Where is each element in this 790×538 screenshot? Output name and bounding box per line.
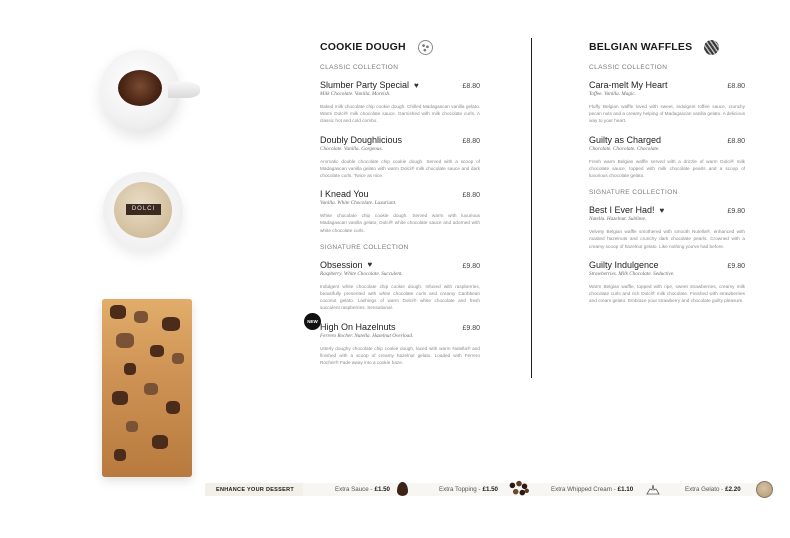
menu-item bbox=[589, 260, 745, 305]
item-tagline: Toffee. Vanilla. Magic. bbox=[589, 91, 636, 97]
item-price: £8.80 bbox=[462, 137, 480, 145]
sauce-drop-icon bbox=[397, 482, 408, 496]
item-description: Warm Belgian waffle, topped with ripe, sweet strawberries, creamy milk chocolate curls and rich Dolci® milk chocolate. Finished with strawberries and cream gelato. Embrace your strawberry and chocolate guilty pleasure. bbox=[589, 283, 745, 304]
item-price: £8.80 bbox=[727, 83, 745, 90]
item-description: Velvety Belgian waffle smothered with smooth Nutella®, enhanced with roasted hazelnuts and crunchy dark chocolate pearls. Crowned with a creamy scoop of hazelnut gelato. Like nothing you've had before. bbox=[589, 229, 745, 249]
new-badge: NEW bbox=[304, 313, 321, 330]
topping-icon bbox=[508, 480, 530, 498]
item-tagline: Ferrero Rocher. Nutella. Hazelnut Overload. bbox=[320, 332, 414, 339]
item-name: Guilty Indulgence bbox=[589, 259, 659, 270]
menu-item bbox=[320, 189, 480, 234]
extra-whipped-cream: Extra Whipped Cream - £1.10 bbox=[507, 483, 647, 496]
item-name: I Knead You bbox=[320, 189, 369, 200]
item-tagline: Strawberries. Milk Chocolate. Seductive. bbox=[589, 270, 675, 277]
item-tagline: Raspberry. White Chocolate. Succulent. bbox=[320, 270, 403, 277]
whipped-cream-icon bbox=[646, 483, 660, 495]
extra-price: £2.20 bbox=[725, 486, 741, 493]
heart-icon: ♥ bbox=[414, 80, 419, 90]
menu-item bbox=[320, 80, 480, 125]
classic-collection-heading: CLASSIC COLLECTION bbox=[589, 64, 668, 71]
cookie-dough-image bbox=[102, 299, 192, 477]
section-title: COOKIE DOUGH bbox=[320, 41, 406, 53]
item-price: £8.80 bbox=[727, 137, 745, 145]
item-price: £8.80 bbox=[462, 192, 480, 200]
signature-collection-heading: SIGNATURE COLLECTION bbox=[320, 243, 409, 251]
item-name: Slumber Party Special bbox=[320, 80, 410, 90]
enhance-dessert-bar bbox=[205, 483, 785, 496]
section-title: BELGIAN WAFFLES bbox=[589, 41, 693, 53]
gelato-scoop-icon bbox=[756, 481, 773, 498]
item-description: Fluffy Belgian waffle loved with sweet, indulgent toffee sauce, crunchy pecan nuts and a creamy helping of Madagascan vanilla gelato. A delicious way to your heart. bbox=[589, 104, 745, 124]
gelato-bowl-image bbox=[103, 172, 183, 250]
item-name: Guilty as Charged bbox=[589, 134, 662, 145]
column-divider bbox=[531, 38, 532, 378]
belgian-waffles-section bbox=[589, 38, 745, 314]
heart-icon: ♥ bbox=[659, 205, 665, 215]
product-photos bbox=[0, 0, 300, 538]
waffle-icon bbox=[703, 38, 720, 55]
menu-item bbox=[589, 80, 745, 125]
item-price: £9.80 bbox=[462, 262, 480, 270]
extra-price: £1.50 bbox=[482, 486, 498, 493]
item-description: Indulgent white chocolate chip cookie dough. Infused with raspberries, beautifully presented with white chocolate curls and creamy Caribbean coconut gelato. Lashings of warm Dolci® white chocolate and fresh succulent raspberries. Sensational. bbox=[320, 283, 480, 311]
item-description: Aromatic double chocolate chip cookie dough. Served with a scoop of Madagascan vanilla gelato with warm Dolci® milk chocolate sauce and dark chocolate curls. Twice as nice. bbox=[320, 158, 480, 179]
extra-sauce: Extra Sauce - £1.50 bbox=[303, 483, 399, 496]
cookie-icon bbox=[418, 40, 433, 55]
extra-price: £1.50 bbox=[374, 486, 390, 493]
signature-collection-heading: SIGNATURE COLLECTION bbox=[589, 189, 678, 197]
item-description: White chocolate chip cookie dough. Served warm with luxurious Madagascan vanilla gelato, Dolci® white chocolate sauce and adorned with white chocolate curls. bbox=[320, 213, 480, 233]
classic-collection-heading: CLASSIC COLLECTION bbox=[320, 64, 399, 71]
extra-price: £1.10 bbox=[617, 486, 634, 493]
menu-item bbox=[320, 135, 480, 180]
dolci-chocolate-chip: DOLCI bbox=[126, 204, 161, 215]
item-name: Obsession bbox=[320, 259, 363, 270]
item-price: £9.80 bbox=[727, 262, 745, 270]
item-description: Utterly doughy chocolate chip cookie dough, laced with warm Nutella® and finished with a scoop of creamy hazelnut gelato. Loaded with Ferrero Rocher® Fade away into a cookie haze. bbox=[320, 345, 480, 366]
item-name: Cara-melt My Heart bbox=[589, 80, 668, 90]
item-description: Baked milk chocolate chip cookie dough. Chilled Madagascan vanilla gelato. Warm Dolci® milk chocolate sauce. Garnished with milk chocolate curls. A classic hot and cold combo. bbox=[320, 104, 480, 124]
item-tagline: Nutella. Hazelnut. Sublime. bbox=[589, 216, 647, 223]
heart-icon: ♥ bbox=[367, 260, 373, 270]
jug-spout bbox=[168, 82, 200, 98]
item-price: £8.80 bbox=[462, 83, 480, 90]
item-name: High On Hazelnuts bbox=[320, 321, 396, 332]
item-name: Doubly Doughlicious bbox=[320, 134, 403, 145]
menu-item bbox=[320, 260, 480, 312]
item-tagline: Milk Chocolate. Vanilla. Moreish. bbox=[320, 91, 391, 97]
item-tagline: Chocolate. Chocolate. Chocolate. bbox=[589, 145, 660, 152]
item-price: £9.80 bbox=[462, 324, 480, 332]
extra-topping: Extra Topping - £1.50 bbox=[399, 483, 507, 496]
item-tagline: Chocolate. Vanilla. Gorgeous. bbox=[320, 145, 383, 152]
menu-item bbox=[307, 318, 480, 367]
enhance-label: ENHANCE YOUR DESSERT bbox=[205, 483, 303, 496]
item-description: Fresh warm Belgian waffle served with a drizzle of warm Dolci® milk chocolate sauce, topped with milk chocolate pearls and a scoop of luxurious chocolate gelato. bbox=[589, 158, 745, 179]
item-price: £9.80 bbox=[727, 208, 745, 216]
cookie-dough-section bbox=[307, 38, 480, 376]
menu-item bbox=[589, 205, 745, 250]
item-tagline: Vanilla. White Chocolate. Luxuriant. bbox=[320, 200, 397, 207]
extra-gelato: Extra Gelato - £2.20 bbox=[647, 483, 765, 496]
menu-item bbox=[589, 135, 745, 180]
item-name: Best I Ever Had! bbox=[589, 205, 655, 216]
